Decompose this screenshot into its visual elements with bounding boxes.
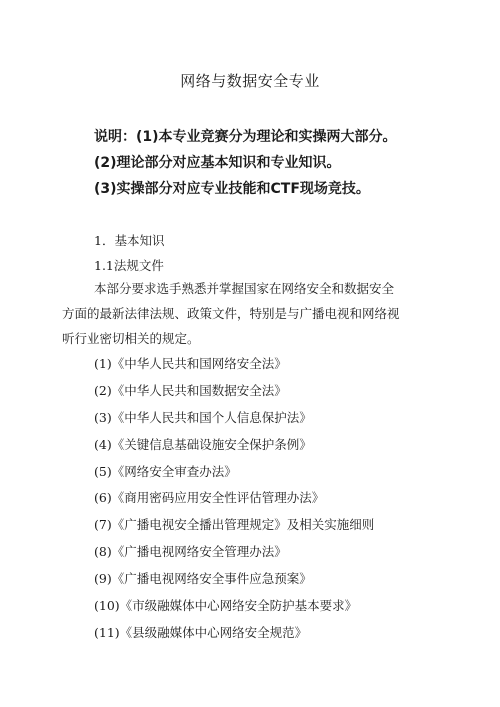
section-heading: 1．基本知识 <box>94 233 165 248</box>
law-item: (1)《中华人民共和国网络安全法》 <box>94 356 287 371</box>
paragraph-line: 方面的最新法律法规、政策文件，特别是与广播电视和网络视 <box>62 306 400 321</box>
law-item: (10)《市级融媒体中心网络安全防护基本要求》 <box>94 598 358 614</box>
document-title: 网络与数据安全专业 <box>180 72 320 90</box>
law-list <box>94 351 374 647</box>
law-item: (2)《中华人民共和国数据安全法》 <box>94 382 287 398</box>
paragraph-line: 听行业密切相关的规定。 <box>62 331 200 346</box>
note-line-1: 说明：(1)本专业竞赛分为理论和实操两大部分。 <box>94 129 397 145</box>
law-item: (11)《县级融媒体中心网络安全规范》 <box>94 624 308 640</box>
law-item: (8)《广播电视网络安全管理办法》 <box>94 544 287 560</box>
note-line-3: (3)实操部分对应专业技能和CTF现场竞技。 <box>94 181 370 197</box>
paragraph-line: 本部分要求选手熟悉并掌握国家在网络安全和数据安全 <box>94 281 395 296</box>
subsection-heading: 1.1法规文件 <box>94 258 164 273</box>
note-line-2: (2)理论部分对应基本知识和专业知识。 <box>94 155 341 171</box>
law-item: (7)《广播电视安全播出管理规定》及相关实施细则 <box>94 517 375 533</box>
law-item: (5)《网络安全审查办法》 <box>94 463 237 479</box>
law-item: (3)《中华人民共和国个人信息保护法》 <box>94 409 312 425</box>
law-item: (6)《商用密码应用安全性评估管理办法》 <box>94 490 325 506</box>
law-item: (4)《关键信息基础设施安全保护条例》 <box>94 436 312 452</box>
intro-paragraph <box>62 276 440 351</box>
law-item: (9)《广播电视网络安全事件应急预案》 <box>94 571 312 587</box>
